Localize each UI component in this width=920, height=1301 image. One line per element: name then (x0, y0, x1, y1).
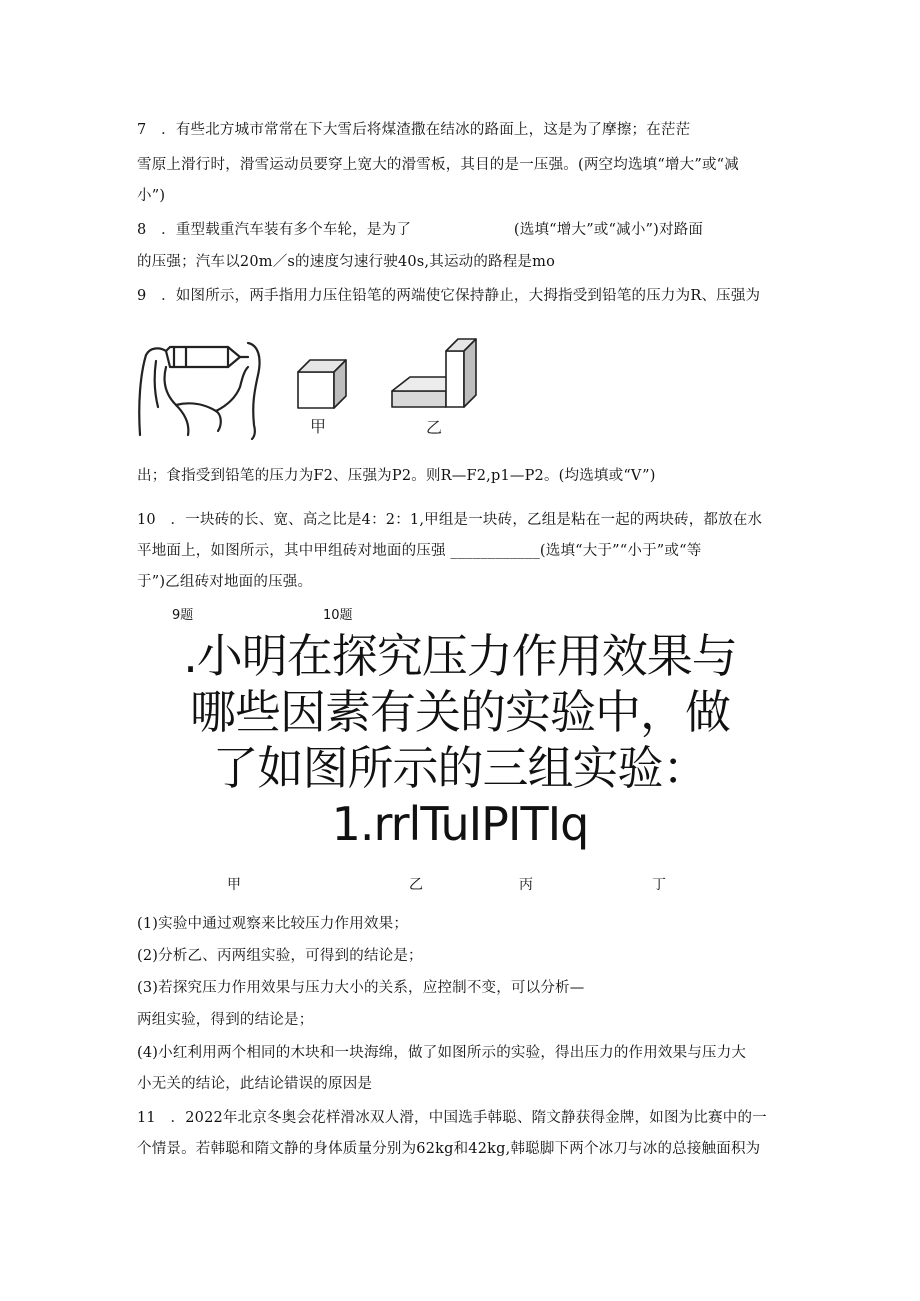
q9-line-1: 9 ．如图所示，两手指用力压住铅笔的两端使它保持静止，大拇指受到铅笔的压力为R、压强为 (137, 288, 761, 304)
big-text-line-1: .小明在探究压力作用效果与 (183, 629, 737, 683)
q7-line-1: 7 ．有些北方城市常常在下大雪后将煤渣撒在结冰的路面上，这是为了摩擦；在茫茫 (137, 122, 691, 138)
hand-pencil-figure (136, 335, 271, 440)
sub-question-4a: (4)小红利用两个相同的木块和一块海绵，做了如图所示的实验，得出压力的作用效果与压力大 (137, 1045, 747, 1061)
q7-line-3: 小”) (137, 188, 166, 204)
q10-line-3: 于”)乙组砖对地面的压强。 (137, 574, 313, 590)
q8-line-1: 8 ．重型载重汽车装有多个车轮，是为了 (选填“增大”或“减小”)对路面 (137, 222, 704, 238)
q10-line-1: 10 ．一块砖的长、宽、高之比是4：2：1,甲组是一块砖，乙组是粘在一起的两块砖，都放在水 (137, 512, 763, 528)
big-text-line-3: 了如图所示的三组实验： (212, 741, 708, 795)
q11-line-2: 个情景。若韩聪和隋文静的身体质量分别为62kg和42kg,韩聪脚下两个冰刀与冰的总接触面积为 (137, 1141, 761, 1157)
big-text-line-4: 1.rrlTuIPITIq (331, 797, 589, 851)
brick-jia-figure (292, 350, 352, 440)
sub-question-1: (1)实验中通过观察来比较压力作用效果； (137, 916, 409, 932)
sub-question-3b: 两组实验，得到的结论是； (137, 1012, 314, 1028)
group-label-jia: 甲 (227, 877, 241, 893)
group-label-ding: 丁 (652, 877, 666, 893)
sub-question-2: (2)分析乙、丙两组实验，可得到的结论是； (137, 948, 423, 964)
group-label-bing: 丙 (519, 877, 533, 893)
brick-yi-figure (388, 333, 488, 440)
q11-line-1: 11 ．2022年北京冬奥会花样滑冰双人滑，中国选手韩聪、隋文静获得金牌，如图为比赛中的一 (137, 1110, 767, 1126)
sub-question-3a: (3)若探究压力作用效果与压力大小的关系，应控制不变，可以分析— (137, 980, 585, 996)
big-text-line-2: 哪些因素有关的实验中，做 (190, 685, 730, 739)
q10-figure-label: 10题 (323, 608, 353, 623)
q9-figure-label: 9题 (172, 608, 194, 623)
q9-line-2: 出；食指受到铅笔的压力为F2、压强为P2。则R—F2,p1—P2。(均选填或“V”) (137, 468, 656, 484)
q7-line-2: 雪原上滑行时，滑雪运动员要穿上宽大的滑雪板，其目的是一压强。(两空均选填“增大”或“减 (137, 157, 739, 173)
q8-line-2: 的压强；汽车以20m／s的速度匀速行驶40s,其运动的路程是mo (137, 254, 556, 270)
q10-line-2: 平地面上，如图所示，其中甲组砖对地面的压强 ____________(选填“大于”“小于”或“等 (137, 543, 702, 559)
group-label-yi: 乙 (409, 877, 423, 893)
fig-label-yi: 乙 (426, 418, 443, 437)
sub-question-4b: 小无关的结论，此结论错误的原因是 (137, 1076, 373, 1092)
fig-label-jia: 甲 (310, 417, 327, 436)
